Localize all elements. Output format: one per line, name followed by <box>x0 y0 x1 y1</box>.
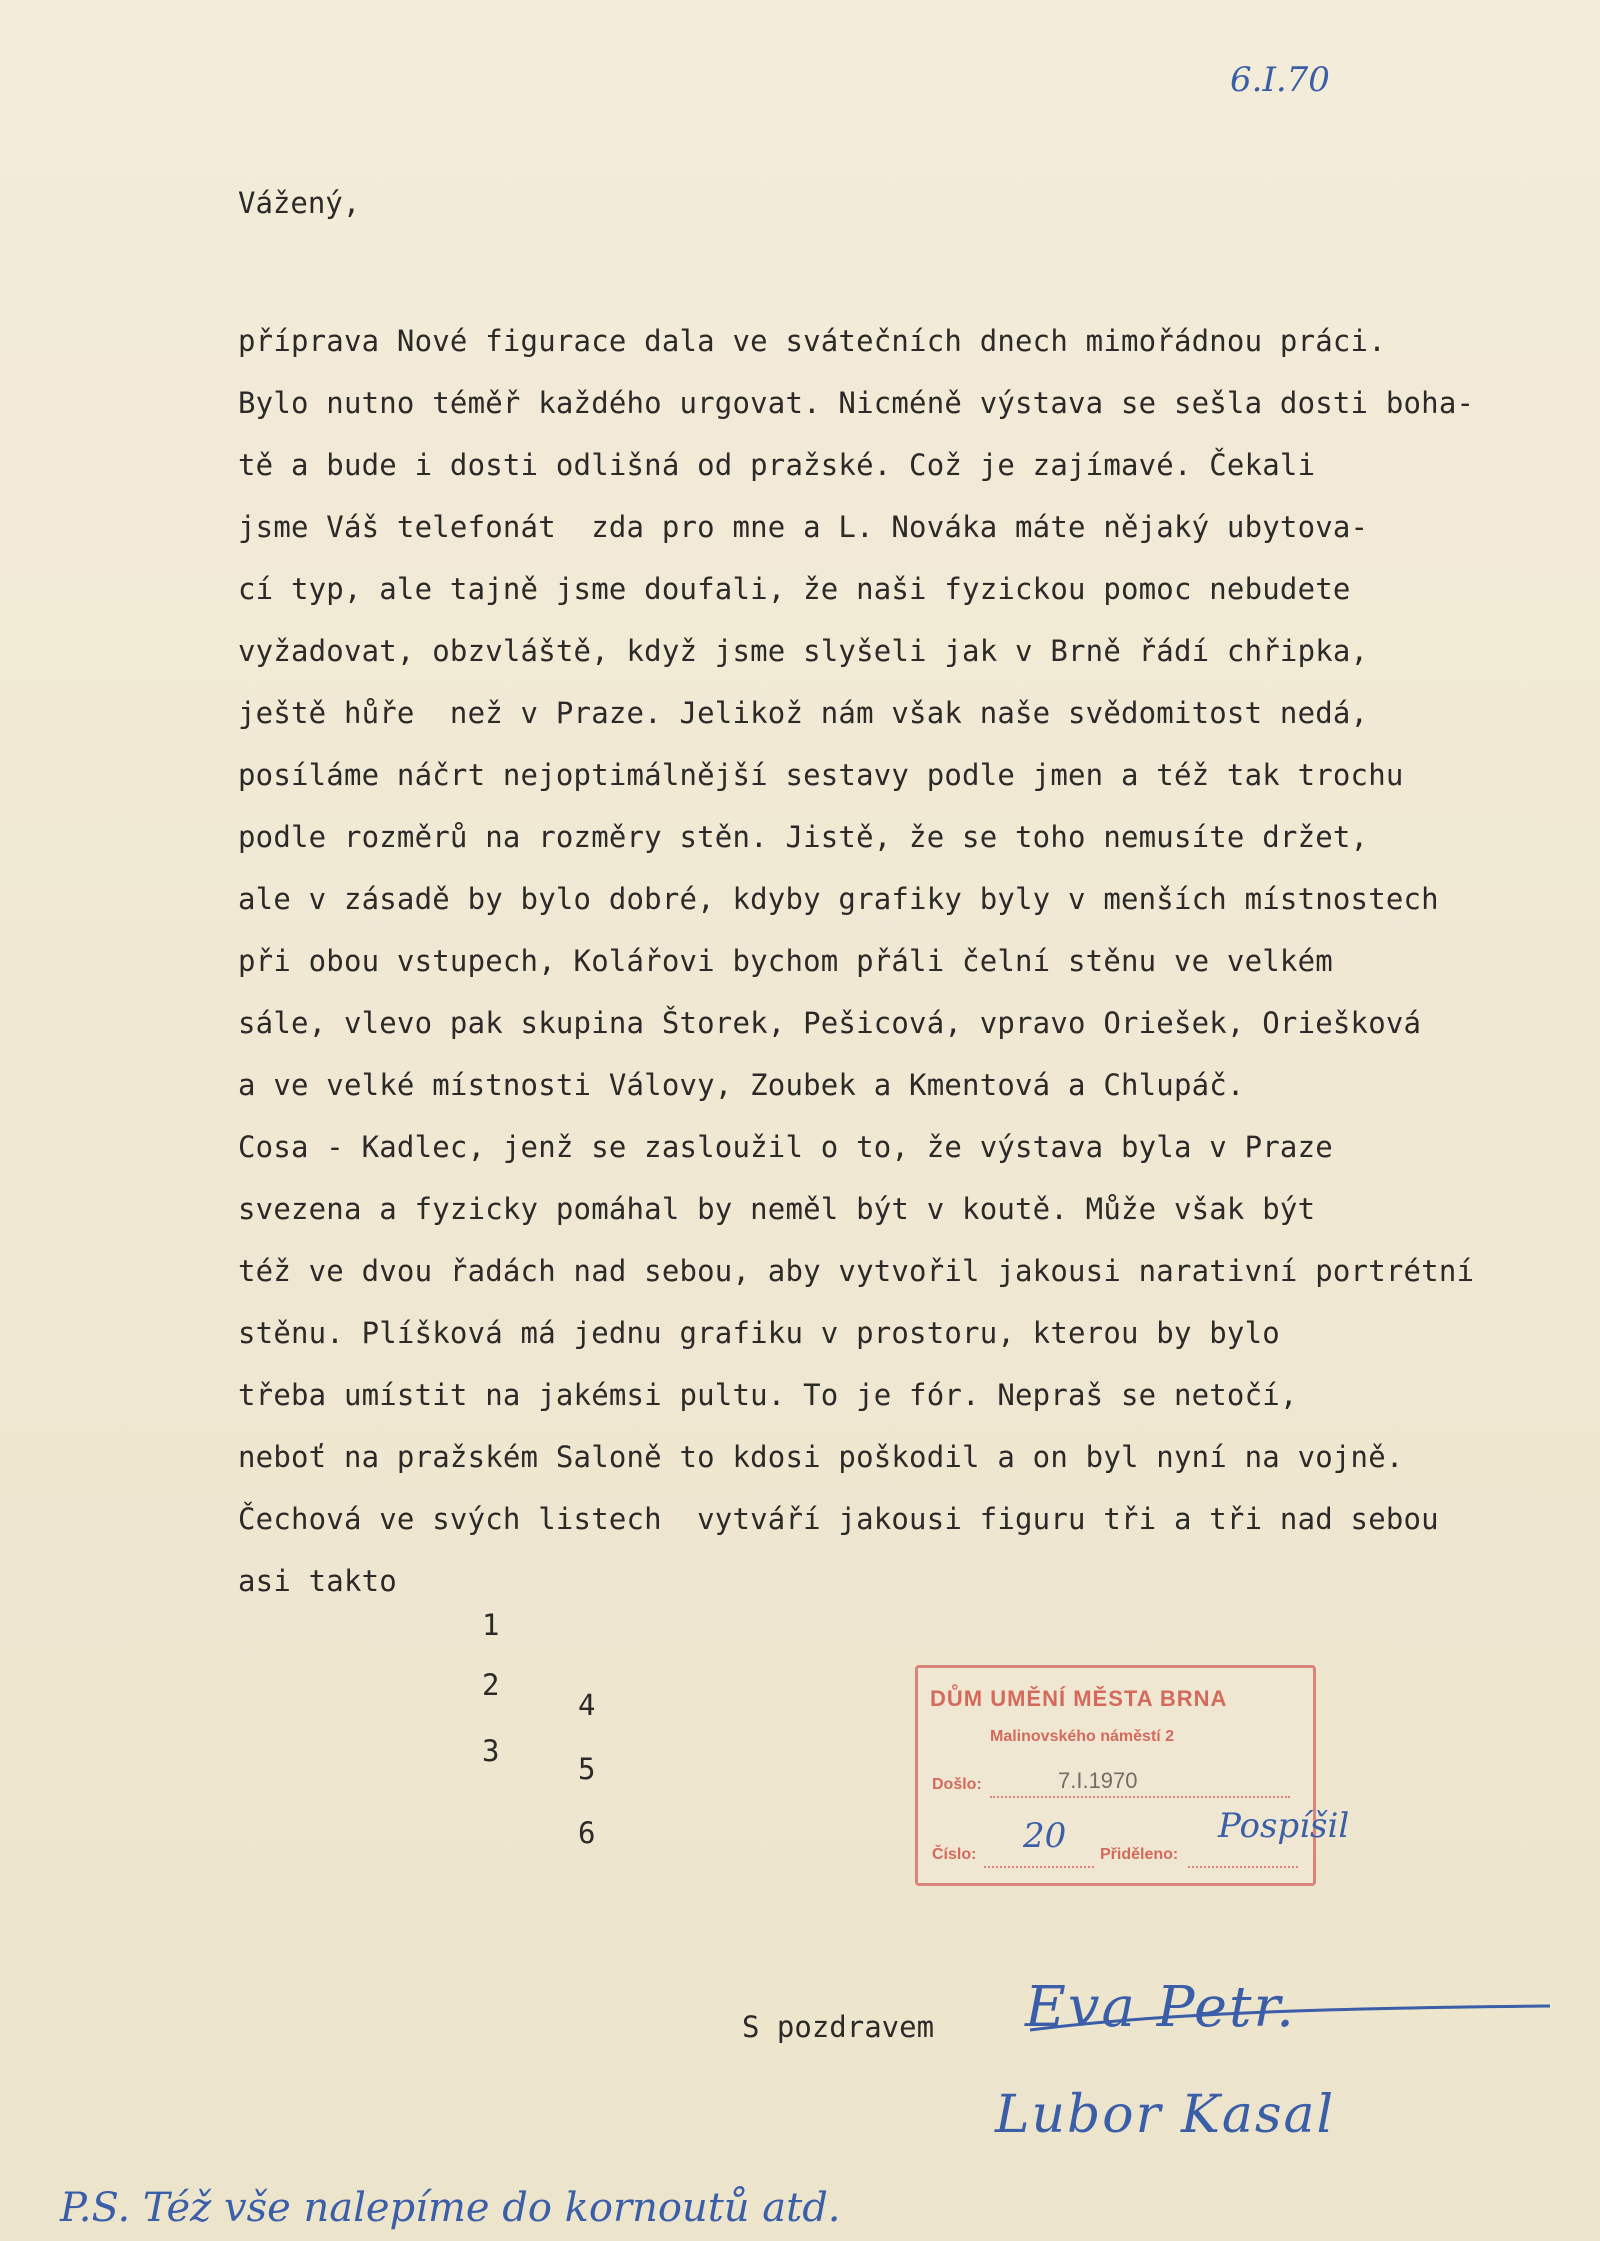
body-line: svezena a fyzicky pomáhal by neměl být v koutě. Může však být <box>238 1192 1316 1226</box>
body-line: podle rozměrů na rozměry stěn. Jistě, že se toho nemusíte držet, <box>238 820 1369 854</box>
body-line: sále, vlevo pak skupina Štorek, Pešicová, vpravo Oriešek, Oriešková <box>238 1006 1422 1040</box>
signature-first: Eva Petr. <box>1025 1975 1296 2040</box>
body-line: stěnu. Plíšková má jednu grafiku v prostoru, kterou by bylo <box>238 1316 1280 1350</box>
figure-number: 4 <box>578 1688 596 1722</box>
stamp-assigned-label: Přiděleno: <box>1100 1846 1179 1863</box>
stamp-number-label: Číslo: <box>932 1846 977 1863</box>
body-line: třeba umístit na jakémsi pultu. To je fór. Nepraš se netočí, <box>238 1378 1298 1412</box>
stamp-assigned-value: Pospíšil <box>1218 1806 1350 1846</box>
body-line: příprava Nové figurace dala ve svátečních dnech mimořádnou práci. <box>238 324 1386 358</box>
body-line: cí typ, ale tajně jsme doufali, že naši fyzickou pomoc nebudete <box>238 572 1351 606</box>
body-line: ale v zásadě by bylo dobré, kdyby grafiky byly v menších místnostech <box>238 882 1439 916</box>
body-line: vyžadovat, obzvláště, když jsme slyšeli jak v Brně řádí chřipka, <box>238 634 1369 668</box>
body-line: posíláme náčrt nejoptimálnější sestavy podle jmen a též tak trochu <box>238 758 1404 792</box>
body-line: při obou vstupech, Kolářovi bychom přáli čelní stěnu ve velkém <box>238 944 1333 978</box>
figure-number: 1 <box>482 1608 500 1642</box>
stamp-title: DŮM UMĚNÍ MĚSTA BRNA <box>930 1686 1228 1711</box>
letter-body <box>238 320 1578 1622</box>
figure-number: 3 <box>482 1734 500 1768</box>
postscript: P.S. Též vše nalepíme do kornoutů atd. <box>60 2185 841 2231</box>
body-line: Cosa - Kadlec, jenž se zasloužil o to, že výstava byla v Praze <box>238 1130 1333 1164</box>
body-line: Čechová ve svých listech vytváří jakousi figuru tři a tři nad sebou <box>238 1502 1439 1536</box>
signature-underline <box>1020 2000 1560 2040</box>
stamp-number-value: 20 <box>1023 1816 1067 1856</box>
body-line: též ve dvou řadách nad sebou, aby vytvořil jakousi narativní portrétní <box>238 1254 1475 1288</box>
stamp-dotted-line <box>990 1796 1290 1798</box>
figure-number: 2 <box>482 1668 500 1702</box>
body-line: tě a bude i dosti odlišná od pražské. Což je zajímavé. Čekali <box>238 448 1316 482</box>
body-line: asi takto <box>238 1564 397 1598</box>
stamp-received-label: Došlo: <box>932 1776 982 1793</box>
figure-number: 6 <box>578 1816 596 1850</box>
body-line: a ve velké místnosti Válovy, Zoubek a Kmentová a Chlupáč. <box>238 1068 1245 1102</box>
salutation: Vážený, <box>238 186 361 220</box>
figure-number: 5 <box>578 1752 596 1786</box>
body-line: neboť na pražském Saloně to kdosi poškodil a on byl nyní na vojně. <box>238 1440 1404 1474</box>
stamp-address: Malinovského náměstí 2 <box>990 1728 1175 1745</box>
stamp-dotted-line <box>1188 1866 1298 1868</box>
stamp-received-value: 7.I.1970 <box>1058 1768 1138 1793</box>
closing: S pozdravem <box>742 2010 935 2044</box>
receipt-stamp <box>915 1665 1350 1886</box>
body-line: Bylo nutno téměř každého urgovat. Nicméně výstava se sešla dosti boha- <box>238 386 1475 420</box>
body-line: ještě hůře než v Praze. Jelikož nám však naše svědomitost nedá, <box>238 696 1369 730</box>
body-line: jsme Váš telefonát zda pro mne a L. Nováka máte nějaký ubytova- <box>238 510 1369 544</box>
signature-second: Lubor Kasal <box>995 2085 1336 2145</box>
handwritten-date: 6.I.70 <box>1230 60 1330 100</box>
stamp-dotted-line <box>984 1866 1094 1868</box>
